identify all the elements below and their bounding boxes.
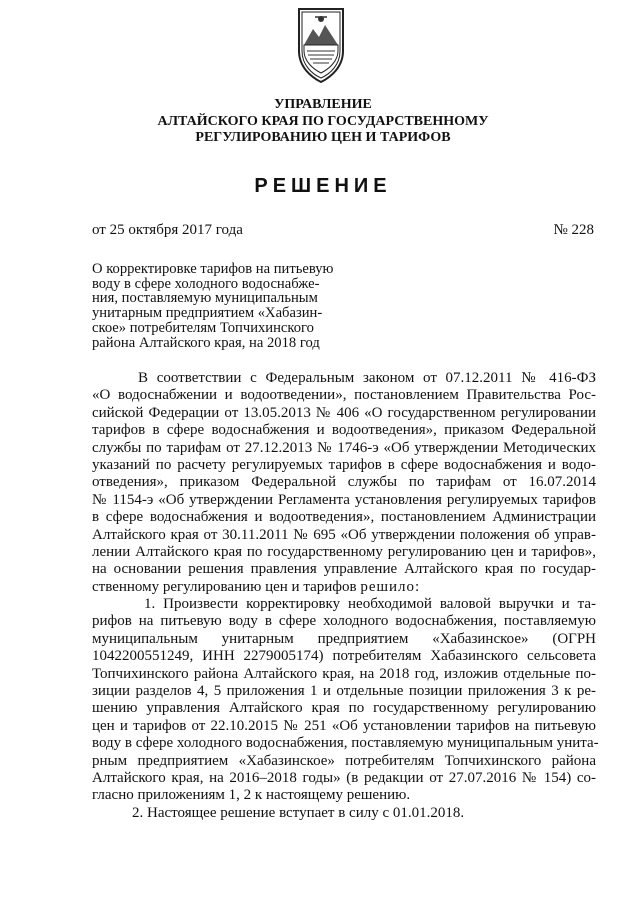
subject-line: ния, поставляемую муниципальным <box>92 290 318 307</box>
org-line-3: РЕГУЛИРОВАНИЮ ЦЕН И ТАРИФОВ <box>195 130 451 145</box>
body-line: отведения», приказом Федеральной службы по тарифам от 16.07.2014 <box>92 474 596 491</box>
document-body <box>92 370 599 822</box>
coat-of-arms-emblem <box>291 5 351 85</box>
document-kind-heading: РЕШЕНИЕ <box>254 175 392 197</box>
body-line: цен и тарифов от 22.10.2015 № 251 «Об установлении тарифов на питьевую <box>92 717 596 734</box>
body-line: 1. Произвести корректировку необходимой валовой выручки и та- <box>144 596 596 613</box>
subject-line: О корректировке тарифов на питьевую <box>92 261 334 277</box>
body-line: шению управления Алтайского края по государственному регулированию <box>92 700 596 717</box>
decided-word: решило: <box>360 578 421 595</box>
organization-title <box>120 97 526 147</box>
body-line: лении Алтайского края по государственному регулированию цен и тарифов», <box>92 543 596 560</box>
body-line: в сфере водоснабжения и водоотведения», постановлением Администрации <box>92 509 596 526</box>
body-line: рифов на питьевую воду в сфере холодного водоснабжения, поставляемую <box>92 613 596 630</box>
body-line: на основании решения правления управление Алтайского края по государ- <box>92 561 596 578</box>
body-line: Алтайского края от 30.11.2011 № 695 «Об утверждении положения об управ- <box>92 526 596 543</box>
body-line: Топчихинского района Алтайского края, на 2018 год, изложив отдельные по- <box>92 665 596 682</box>
document-subject <box>92 262 358 350</box>
body-line: «О водоснабжении и водоотведении», постановлением Правительства Рос- <box>92 387 596 404</box>
body-line: службы по тарифам от 27.12.2013 № 1746-э «Об утверждении Методических <box>92 439 596 456</box>
body-line: 2. Настоящее решение вступает в силу с 01.01.2018. <box>132 804 465 821</box>
body-line-decided <box>92 579 596 596</box>
org-line-2: АЛТАЙСКОГО КРАЯ ПО ГОСУДАРСТВЕННОМУ <box>157 113 489 129</box>
body-line: гласно приложениям 1, 2 к настоящему решению. <box>92 787 411 804</box>
org-line-1: УПРАВЛЕНИЕ <box>274 97 372 112</box>
subject-line: воду в сфере холодного водоснабже- <box>92 275 320 292</box>
subject-line: унитарным предприятием «Хабазин- <box>92 305 323 322</box>
body-line: Алтайского края, на 2016–2018 годы» (в редакции от 27.07.2016 № 154) со- <box>92 769 596 786</box>
body-line: муниципальным унитарным предприятием «Хабазинское» (ОГРН <box>92 630 596 647</box>
body-line: № 1154-э «Об утверждении Регламента установления регулируемых тарифов <box>92 491 596 508</box>
body-line: воду в сфере холодного водоснабжения, поставляемую муниципальным унита- <box>92 735 599 752</box>
body-line: рным предприятием «Хабазинское» потребителям Топчихинского района <box>92 752 596 769</box>
body-line: В соответствии с Федеральным законом от 07.12.2011 № 416-ФЗ <box>138 370 596 386</box>
body-line: сийской Федерации от 13.05.2013 № 406 «О государственном регулировании <box>92 404 596 421</box>
body-line: 1042200551249, ИНН 2279005174) потребителям Хабазинского сельсовета <box>92 648 596 665</box>
document-number: № 228 <box>553 222 594 238</box>
body-line: зиции разделов 4, 5 приложения 1 и отдельные позиции приложения 3 к ре- <box>92 683 596 700</box>
body-line: ственному регулированию цен и тарифов <box>92 578 357 595</box>
body-line: указаний по расчету регулируемых тарифов в сфере водоснабжения и водо- <box>92 456 596 473</box>
subject-line: района Алтайского края, на 2018 год <box>92 334 320 351</box>
subject-line: ское» потребителям Топчихинского <box>92 319 314 336</box>
body-line: тарифов в сфере водоснабжения и водоотведения», приказом Федеральной <box>92 422 596 439</box>
document-date: от 25 октября 2017 года <box>92 222 243 238</box>
